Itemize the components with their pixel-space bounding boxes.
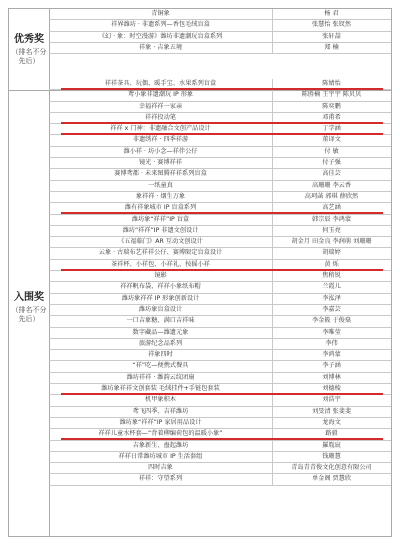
author-cell: 单金阁 贾慧欣 [311, 475, 352, 483]
work-title-cell: 茶祥杯、小祥包、小祥礼、按摇小祥 [49, 260, 273, 270]
author-cell: 高艺涵 [322, 204, 341, 212]
author-cell: 李鸿蒙 [322, 351, 341, 359]
work-title-cell: 潍坊祥祥 · 潍韵云纹团扇 [49, 373, 273, 383]
table-row [49, 271, 391, 282]
author-cell: 董译文 [322, 136, 341, 144]
author-cell: 胡金月 田金良 李润萌 刘珊珊 [291, 238, 372, 246]
author-cell: 李金筱 于俊燊 [311, 317, 352, 325]
section-title: 优秀奖 [14, 33, 44, 45]
table-row [49, 282, 391, 293]
table-row [49, 294, 391, 305]
work-title-cell: 鸢飞四季、吉祥潍坊 [49, 407, 273, 417]
table-row [49, 361, 391, 372]
table-row [49, 418, 391, 429]
table-row [49, 407, 391, 418]
table-row [49, 192, 391, 203]
work-title-cell: 潍坊象祥祥 IP 形象创新设计 [49, 294, 273, 304]
author-cell: 刘浩宇 [322, 396, 341, 404]
shortlist-rows [49, 79, 391, 486]
work-title-cell: 镜影 [49, 271, 273, 281]
author-cell: 李嘉芸 [322, 305, 341, 313]
work-title-cell: 镜光 · 赛博祥祥 [49, 158, 273, 168]
table-row [49, 260, 391, 271]
work-title-cell: 祥祥投动笔 [49, 113, 273, 123]
work-title-cell: 幸福祥祥一家亲 [49, 102, 273, 112]
author-cell: 黄 烁 [324, 260, 339, 268]
section-title: 入围奖 [14, 291, 44, 303]
author-cell: 刘旻清 张斐斐 [311, 407, 352, 415]
work-title-cell: 潍坊象“祥祥”IP 家居用品设计 [49, 418, 273, 428]
author-cell: 青岛青青俊文化创意有限公司 [291, 464, 372, 472]
author-cell: 付子强 [322, 159, 341, 167]
work-title-cell: 祥祥：守望系列 [49, 474, 273, 484]
author-cell: 路毅 [325, 430, 338, 438]
work-title-cell: 祥祥儿童水杯套—“背着柳编荷包的温暖小象” [49, 429, 273, 439]
section-label [9, 79, 50, 536]
award-list-table [8, 8, 392, 537]
section-note: （排名不分先后） [11, 47, 47, 65]
author-cell: 李泓泽 [322, 294, 341, 302]
work-title-cell: 四时吉象 [49, 463, 273, 473]
table-row [49, 135, 391, 146]
work-title-cell: 潍坊象盲盒设计 [49, 305, 273, 315]
table-row [49, 169, 391, 180]
author-cell: 陈奕鹏 [322, 102, 341, 110]
author-cell: 高佳芸 [322, 170, 341, 178]
author-cell: 郑 楠 [324, 43, 339, 51]
table-row [49, 147, 391, 158]
table-row [49, 305, 391, 316]
work-title-cell: 《五福临门》AR 互动文创设计 [49, 237, 273, 247]
work-title-cell: 祥祥日常潍坊城市 IP 生活套组 [49, 452, 273, 462]
author-cell: 丁学涵 [322, 125, 341, 133]
table-row [49, 32, 391, 43]
work-title-cell: 青铜象 [49, 9, 273, 19]
work-title-cell: “祥”吃—便携式餐具 [49, 361, 273, 371]
table-row [49, 384, 391, 395]
table-row [49, 102, 391, 113]
author-cell: 刘博林 [322, 373, 341, 381]
table-row [49, 248, 391, 259]
outstanding-rows [49, 9, 391, 54]
table-row [49, 79, 391, 90]
table-row [49, 474, 391, 485]
author-cell: 羅胤宸 [322, 441, 341, 449]
section-shortlist-award [9, 79, 391, 536]
table-row [49, 395, 391, 406]
author-cell: 高珂菡 郭琪 薛欣然 [304, 192, 359, 200]
work-title-cell: 潍小祥 · 坊小念—祥伴公仔 [49, 147, 273, 157]
author-cell: 焦稍锐 [322, 272, 341, 280]
work-title-cell: 祥象四时 [49, 350, 273, 360]
table-row [49, 316, 391, 327]
work-title-cell: 非遗绣祥 · 四季祥游 [49, 135, 273, 145]
author-cell: 龙海文 [322, 418, 341, 426]
author-cell: 邓甫希 [322, 113, 341, 121]
author-cell: 杨 君 [324, 10, 339, 17]
author-cell: 付 敏 [324, 147, 339, 155]
work-title-cell: 数字藏品—潍遗元象 [49, 328, 273, 338]
work-title-cell: 祥界潍坊 · 非遗系列—香包毛绒盲盒 [49, 20, 273, 30]
author-cell: 何玉亮 [322, 226, 341, 234]
table-row [49, 181, 391, 192]
work-title-cell: 潍坊“祥祥”IP 非遗文创设计 [49, 226, 273, 236]
author-cell: 韩宗辰 李鸿蒙 [311, 215, 352, 223]
work-title-cell: 机甲象积木 [49, 395, 273, 405]
author-cell: 李伟 [325, 339, 338, 347]
table-row [49, 373, 391, 384]
work-title-cell: 潍有祥象城市 IP 盲盒系列 [49, 203, 273, 213]
work-title-cell: 《幻 · 象：时空漫游》潍坊非遗潮玩盲盒系列 [49, 32, 273, 42]
author-cell: 高珊珊 李云香 [311, 181, 352, 189]
author-cell: 李唯莹 [322, 328, 341, 336]
work-title-cell: 云象 · 古瑞布艺祥祥公仔、赛博限定盲盒设计 [49, 248, 273, 258]
work-title-cell: 吉象新生、蛊起潍坊 [49, 441, 273, 451]
author-cell: 陈胜楠 王宇宇 陈贝贝 [301, 91, 362, 99]
table-row [49, 350, 391, 361]
table-row [49, 339, 391, 350]
table-row [49, 328, 391, 339]
table-row [49, 452, 391, 463]
section-note: （排名不分先后） [11, 305, 47, 323]
section-label [9, 9, 50, 90]
work-title-cell: 一口吉象糖、满口吉祥味 [49, 316, 273, 326]
table-row [49, 226, 391, 237]
table-row [49, 203, 391, 214]
table-row [49, 113, 391, 124]
work-title-cell: 鸢小象非遗潮玩 IP 形象 [49, 90, 273, 100]
work-title-cell: 祥象 · 吉象五境 [49, 43, 273, 53]
author-cell: 张慧怡 张钗然 [311, 21, 352, 29]
work-title-cell: 赛博鸢都 · 未来图腾祥祥系列盲盒 [49, 169, 273, 179]
table-row [49, 9, 391, 20]
table-row [49, 429, 391, 440]
work-title-cell: 一纸童真 [49, 181, 273, 191]
work-title-cell: 祥祥茶具、玩偶、暖手宝、水果系列盲盒 [49, 79, 273, 89]
table-row [49, 124, 391, 135]
work-title-cell: 潍坊象祥祥文创套装 毛绒挂件+手链包套装 [49, 384, 273, 394]
table-row [49, 158, 391, 169]
work-title-cell: 祥祥帆布袋、祥祥小象纸布帽 [49, 282, 273, 292]
table-row [49, 90, 391, 101]
work-title-cell: 旅游纪念品系列 [49, 339, 273, 349]
author-cell: 兰霞儿 [322, 283, 341, 291]
table-row [49, 20, 391, 31]
author-cell: 钱珊慧 [322, 452, 341, 460]
table-row [49, 215, 391, 226]
table-row [49, 43, 391, 54]
table-row [49, 463, 391, 474]
author-cell: 张轩喆 [322, 32, 341, 40]
author-cell: 李子涵 [322, 362, 341, 370]
work-title-cell: 祥祥 x 门神：非遗融合文创产品设计 [49, 124, 273, 134]
work-title-cell: 象祥祥 · 烟生万象 [49, 192, 273, 202]
author-cell: 刘德棱 [322, 385, 341, 393]
work-title-cell: 潍坊象“祥祥”IP 盲盒 [49, 215, 273, 225]
table-row [49, 237, 391, 248]
table-row [49, 441, 391, 452]
author-cell: 陈婧怡 [322, 80, 341, 87]
author-cell: 胡瑞婷 [322, 249, 341, 257]
